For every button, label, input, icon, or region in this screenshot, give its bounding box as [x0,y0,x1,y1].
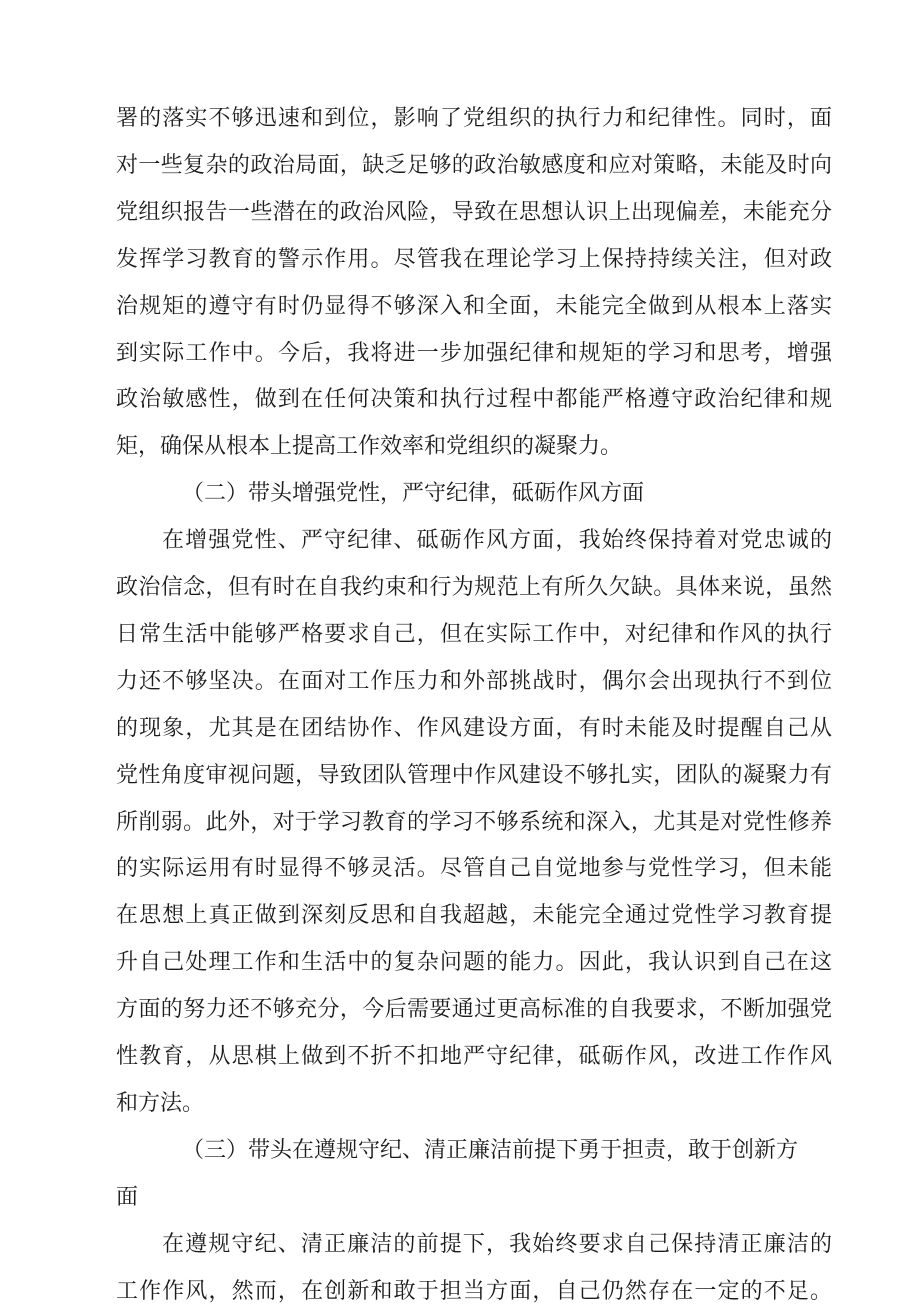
text-line: 发挥学习教育的警示作用。尽管我在理论学习上保持持续关注，但对政 [116,247,832,272]
text-line: 党组织报告一些潜在的政治风险，导致在思想认识上出现偏差，未能充分 [116,200,832,225]
text-line: 的实际运用有时显得不够灵活。尽管自己自觉地参与党性学习，但未能 [116,856,832,881]
text-line: 的现象，尤其是在团结协作、作风建设方面，有时未能及时提醒自己从 [116,716,832,741]
text-line: 在遵规守纪、清正廉洁的前提下，我始终要求自己保持清正廉洁的 [162,1232,832,1257]
text-line: 升自己处理工作和生活中的复杂问题的能力。因此，我认识到自己在这 [116,950,832,975]
text-line: 政治信念，但有时在自我约束和行为规范上有所久欠缺。具体来说，虽然 [116,575,832,600]
text-line: 在增强党性、严守纪律、砥砺作风方面，我始终保持着对党忠诚的 [162,528,832,553]
text-line: 在思想上真正做到深刻反思和自我超越，未能完全通过党性学习教育提 [116,903,832,928]
text-line: 政治敏感性，做到在任何决策和执行过程中都能严格遵守政治纪律和规 [116,387,832,412]
text-line: 工作作风，然而，在创新和敢于担当方面，自己仍然存在一定的不足。 [116,1279,832,1304]
text-line: 和方法。 [116,1091,205,1116]
text-line: 力还不够坚决。在面对工作压力和外部挑战时，偶尔会出现执行不到位 [116,669,832,694]
section-heading: （三）带头在遵规守纪、清正廉洁前提下勇于担责，敢于创新方 [182,1138,799,1163]
text-line: 对一些复杂的政治局面，缺乏足够的政治敏感度和应对策略，未能及时向 [116,153,832,178]
text-line: 矩，确保从根本上提高工作效率和党组织的凝聚力。 [116,434,623,459]
text-line: 面 [116,1185,139,1210]
text-line: 党性角度审视问题，导致团队管理中作风建设不够扎实，团队的凝聚力有 [116,763,832,788]
text-line: 到实际工作中。今后，我将进一步加强纪律和规矩的学习和思考，增强 [116,341,832,366]
text-line: 日常生活中能够严格要求自己，但在实际工作中，对纪律和作风的执行 [116,622,832,647]
text-line: 治规矩的遵守有时仍显得不够深入和全面，未能完全做到从根本上落实 [116,294,832,319]
text-line: 所削弱。此外，对于学习教育的学习不够系统和深入，尤其是对党性修养 [116,810,832,835]
section-heading: （二）带头增强党性，严守纪律，砥砺作风方面 [182,481,645,506]
text-line: 性教育，从思棋上做到不折不扣地严守纪律，砥砺作风，改进工作作风 [116,1044,832,1069]
text-line: 署的落实不够迅速和到位，影响了党组织的执行力和纪律性。同时，面 [116,106,832,131]
text-line: 方面的努力还不够充分，今后需要通过更高标准的自我要求，不断加强党 [116,997,832,1022]
